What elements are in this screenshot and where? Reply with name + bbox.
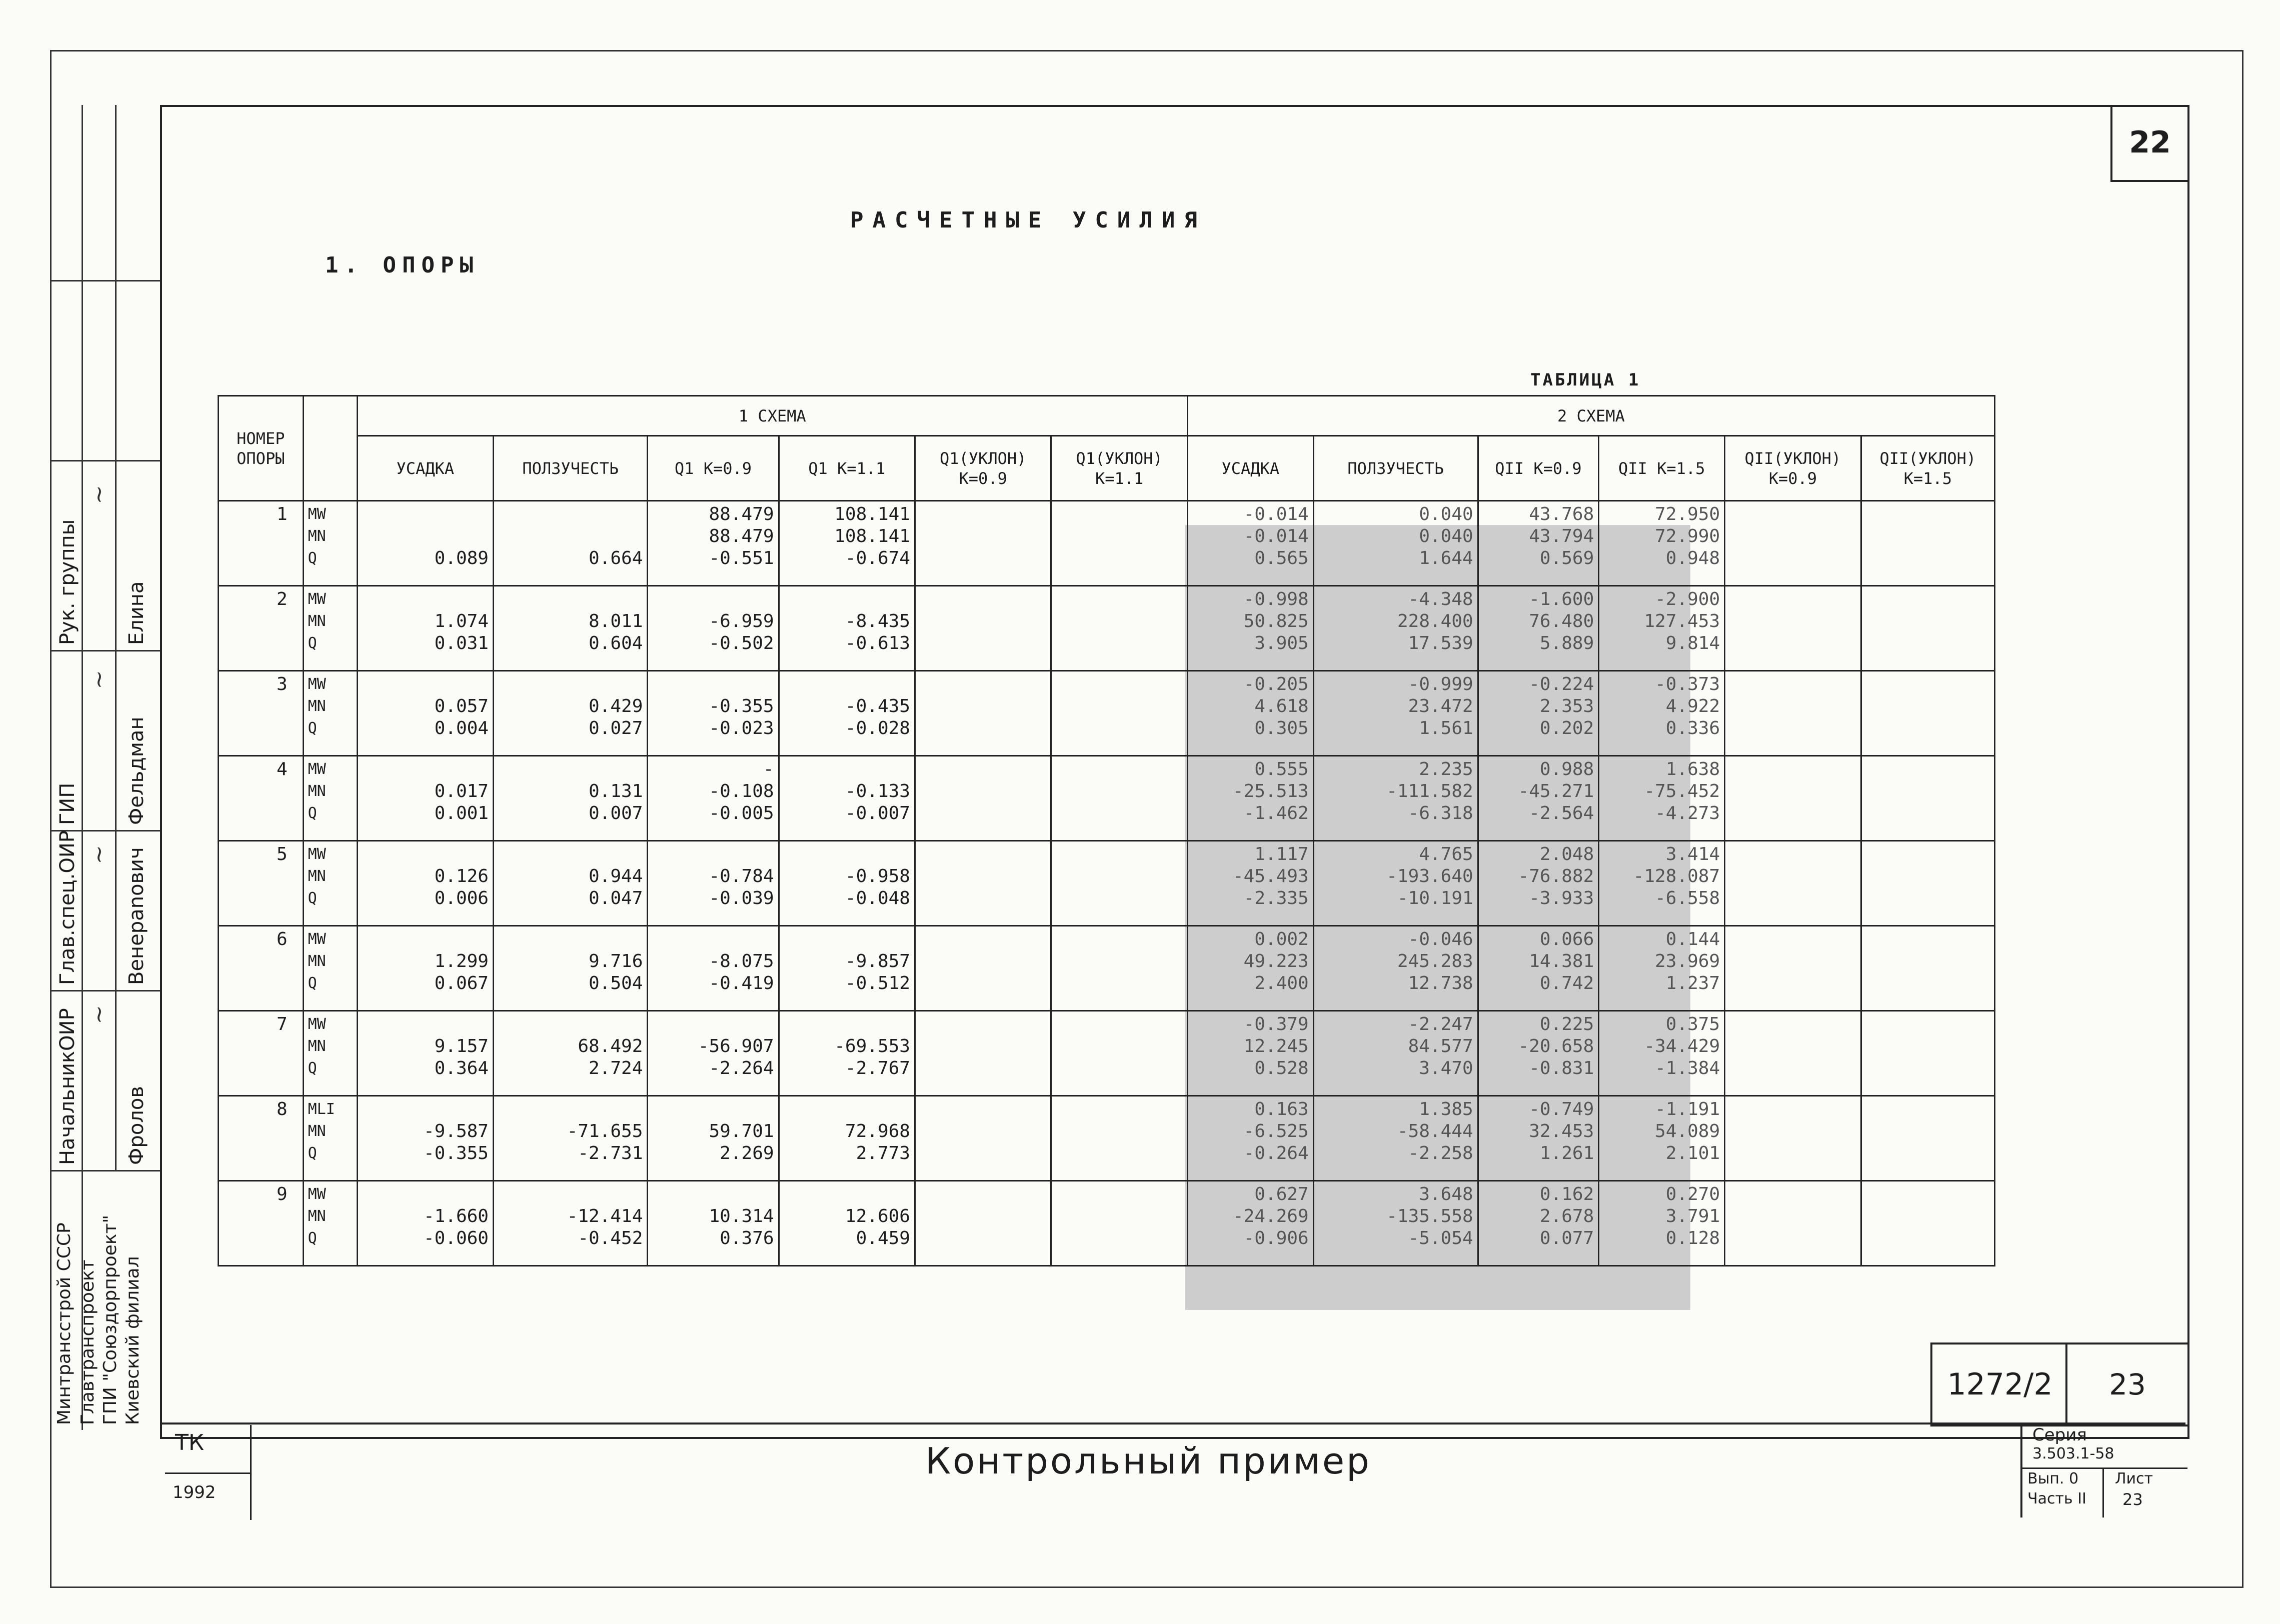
table-cell xyxy=(1861,671,1994,756)
table-cell: 0.089 xyxy=(357,501,493,586)
force-labels: MW MN Q xyxy=(303,756,357,841)
table-cell: 0.375 -34.429 -1.384 xyxy=(1599,1011,1725,1096)
table-cell: 0.017 0.001 xyxy=(357,756,493,841)
table-cell: -2.900 127.453 9.814 xyxy=(1599,586,1725,671)
table-cell xyxy=(1725,1096,1861,1181)
force-labels: MW MN Q xyxy=(303,841,357,926)
table-cell xyxy=(1725,671,1861,756)
table-cell: -0.998 50.825 3.905 xyxy=(1187,586,1313,671)
table-cell: -8.435 -0.613 xyxy=(779,586,915,671)
table-row xyxy=(219,1181,1995,1266)
subheader-7: ПОЛЗУЧЕСТЬ xyxy=(1313,436,1478,501)
table-cell: 0.144 23.969 1.237 xyxy=(1599,926,1725,1011)
title-block-right xyxy=(2020,1422,2187,1518)
page-number: 22 xyxy=(2110,105,2187,182)
org-branch: Киевский филиал xyxy=(123,1256,143,1425)
table-cell xyxy=(915,1096,1051,1181)
org-main: Главтранспроект xyxy=(78,1260,98,1425)
force-labels: MW MN Q xyxy=(303,586,357,671)
table-cell: 0.126 0.006 xyxy=(357,841,493,926)
table-cell: 2.235 -111.582 -6.318 xyxy=(1313,756,1478,841)
table-cell: - -0.108 -0.005 xyxy=(648,756,779,841)
series-label: Серия xyxy=(2032,1425,2087,1445)
table-cell xyxy=(1725,1181,1861,1266)
support-number: 2 xyxy=(219,586,304,671)
table-cell xyxy=(1861,1181,1994,1266)
issue-label: Вып. 0 xyxy=(2027,1470,2079,1488)
table-cell xyxy=(1051,671,1187,756)
table-cell xyxy=(915,671,1051,756)
table-cell: -1.600 76.480 5.889 xyxy=(1478,586,1599,671)
sheet-label: Лист xyxy=(2115,1470,2153,1488)
org-ministry: Минтрансстрой СССР xyxy=(54,1222,75,1425)
table-cell xyxy=(915,1011,1051,1096)
table-row xyxy=(219,756,1995,841)
table-cell xyxy=(1861,501,1994,586)
table-cell: -0.133 -0.007 xyxy=(779,756,915,841)
header-scheme-2: 2 СХЕМА xyxy=(1187,396,1994,436)
signature-icon: ~ xyxy=(85,670,112,690)
section-heading: 1. ОПОРЫ xyxy=(325,252,479,278)
header-force-type xyxy=(303,396,357,501)
table-cell xyxy=(1861,756,1994,841)
table-cell xyxy=(915,756,1051,841)
table-cell: -4.348 228.400 17.539 xyxy=(1313,586,1478,671)
table-cell: 1.074 0.031 xyxy=(357,586,493,671)
table-cell xyxy=(1725,841,1861,926)
force-labels: MW MN Q xyxy=(303,1011,357,1096)
support-number: 9 xyxy=(219,1181,304,1266)
table-cell: -0.014 -0.014 0.565 xyxy=(1187,501,1313,586)
table-cell xyxy=(1725,926,1861,1011)
table-cell: 0.066 14.381 0.742 xyxy=(1478,926,1599,1011)
name-chief-spec: Венерanович xyxy=(125,847,148,985)
table-cell xyxy=(915,926,1051,1011)
force-labels: MW MN Q xyxy=(303,1181,357,1266)
table-cell xyxy=(915,1181,1051,1266)
subheader-5: Q1(УКЛОН) K=1.1 xyxy=(1051,436,1187,501)
table-cell: -1.191 54.089 2.101 xyxy=(1599,1096,1725,1181)
subheader-0: УСАДКА xyxy=(357,436,493,501)
table-cell: -0.355 -0.023 xyxy=(648,671,779,756)
subheader-6: УСАДКА xyxy=(1187,436,1313,501)
table-cell xyxy=(1861,926,1994,1011)
table-cell: 8.011 0.604 xyxy=(493,586,647,671)
table-cell xyxy=(915,586,1051,671)
table-cell: -0.749 32.453 1.261 xyxy=(1478,1096,1599,1181)
table-cell: 0.162 2.678 0.077 xyxy=(1478,1181,1599,1266)
force-labels: MW MN Q xyxy=(303,926,357,1011)
org-institute: ГПИ "Союздорпроект" xyxy=(100,1214,121,1425)
table-cell: -0.999 23.472 1.561 xyxy=(1313,671,1478,756)
table-cell xyxy=(1725,501,1861,586)
table-cell: -2.247 84.577 3.470 xyxy=(1313,1011,1478,1096)
table-row xyxy=(219,926,1995,1011)
title-block-divider xyxy=(160,1422,2185,1424)
drawing-code: 1272/2 xyxy=(1930,1342,2067,1426)
table-cell: -9.587 -0.355 xyxy=(357,1096,493,1181)
subheader-8: QII K=0.9 xyxy=(1478,436,1599,501)
table-cell: -1.660 -0.060 xyxy=(357,1181,493,1266)
name-head: Фролов xyxy=(125,1086,148,1165)
table-cell: 3.414 -128.087 -6.558 xyxy=(1599,841,1725,926)
table-cell: -9.857 -0.512 xyxy=(779,926,915,1011)
table-cell: -6.959 -0.502 xyxy=(648,586,779,671)
table-caption: ТАБЛИЦА 1 xyxy=(1530,370,1641,390)
table-cell xyxy=(915,501,1051,586)
subheader-1: ПОЛЗУЧЕСТЬ xyxy=(493,436,647,501)
table-cell: 3.648 -135.558 -5.054 xyxy=(1313,1181,1478,1266)
table-cell: 0.555 -25.513 -1.462 xyxy=(1187,756,1313,841)
table-cell: -0.046 245.283 12.738 xyxy=(1313,926,1478,1011)
table-cell: 0.057 0.004 xyxy=(357,671,493,756)
table-cell: -0.379 12.245 0.528 xyxy=(1187,1011,1313,1096)
table-cell: 72.950 72.990 0.948 xyxy=(1599,501,1725,586)
support-number: 8 xyxy=(219,1096,304,1181)
table-cell xyxy=(1051,1181,1187,1266)
table-cell xyxy=(1051,756,1187,841)
table-cell: -0.205 4.618 0.305 xyxy=(1187,671,1313,756)
table-cell: 0.131 0.007 xyxy=(493,756,647,841)
approval-sidebar xyxy=(50,105,160,1430)
signature-icon: ~ xyxy=(85,1005,112,1024)
table-cell: -56.907 -2.264 xyxy=(648,1011,779,1096)
table-cell: -0.435 -0.028 xyxy=(779,671,915,756)
table-cell: 12.606 0.459 xyxy=(779,1181,915,1266)
role-group-lead: Рук. группы xyxy=(56,519,79,645)
table-cell: 0.664 xyxy=(493,501,647,586)
table-cell: 4.765 -193.640 -10.191 xyxy=(1313,841,1478,926)
table-cell: -8.075 -0.419 xyxy=(648,926,779,1011)
table-row xyxy=(219,586,1995,671)
table-cell: 1.299 0.067 xyxy=(357,926,493,1011)
name-group-lead: Елина xyxy=(125,581,148,645)
force-labels: MW MN Q xyxy=(303,671,357,756)
table-cell: 9.157 0.364 xyxy=(357,1011,493,1096)
table-cell xyxy=(1725,586,1861,671)
table-cell: 108.141 108.141 -0.674 xyxy=(779,501,915,586)
role-gip: ГИП xyxy=(56,782,79,825)
part-label: Часть II xyxy=(2027,1490,2086,1508)
subheader-9: QII K=1.5 xyxy=(1599,436,1725,501)
table-cell xyxy=(1861,586,1994,671)
subheader-10: QII(УКЛОН) K=0.9 xyxy=(1725,436,1861,501)
table-cell: 0.988 -45.271 -2.564 xyxy=(1478,756,1599,841)
table-cell xyxy=(1725,1011,1861,1096)
table-cell xyxy=(1861,1011,1994,1096)
role-chief-spec: Глав.спец.ОИР xyxy=(56,830,79,985)
table-cell: 10.314 0.376 xyxy=(648,1181,779,1266)
title-block-left xyxy=(165,1425,252,1520)
stamp-sheet-number: 23 xyxy=(2065,1342,2189,1426)
table-cell xyxy=(1861,1096,1994,1181)
tk-label: ТК xyxy=(175,1430,205,1456)
table-cell: -0.373 4.922 0.336 xyxy=(1599,671,1725,756)
table-cell xyxy=(1051,1011,1187,1096)
table-row xyxy=(219,1011,1995,1096)
support-number: 3 xyxy=(219,671,304,756)
table-cell: -0.958 -0.048 xyxy=(779,841,915,926)
support-number: 5 xyxy=(219,841,304,926)
table-cell: 0.225 -20.658 -0.831 xyxy=(1478,1011,1599,1096)
table-cell: -71.655 -2.731 xyxy=(493,1096,647,1181)
table-cell xyxy=(1051,841,1187,926)
support-number: 6 xyxy=(219,926,304,1011)
table-cell xyxy=(1051,926,1187,1011)
force-labels: MW MN Q xyxy=(303,501,357,586)
table-cell: -69.553 -2.767 xyxy=(779,1011,915,1096)
table-cell: 0.002 49.223 2.400 xyxy=(1187,926,1313,1011)
table-cell: 9.716 0.504 xyxy=(493,926,647,1011)
table-cell xyxy=(1051,501,1187,586)
table-row xyxy=(219,1096,1995,1181)
name-gip: Фельдман xyxy=(125,716,148,825)
table-cell: 1.385 -58.444 -2.258 xyxy=(1313,1096,1478,1181)
table-cell: 59.701 2.269 xyxy=(648,1096,779,1181)
table-cell xyxy=(1725,756,1861,841)
support-number: 4 xyxy=(219,756,304,841)
table-cell xyxy=(1861,841,1994,926)
table-cell: 0.944 0.047 xyxy=(493,841,647,926)
table-cell: 0.270 3.791 0.128 xyxy=(1599,1181,1725,1266)
subheader-4: Q1(УКЛОН) K=0.9 xyxy=(915,436,1051,501)
table-cell: 43.768 43.794 0.569 xyxy=(1478,501,1599,586)
role-head: НачальникОИР xyxy=(56,1008,79,1165)
table-row xyxy=(219,501,1995,586)
table-cell: -0.224 2.353 0.202 xyxy=(1478,671,1599,756)
table-cell: 72.968 2.773 xyxy=(779,1096,915,1181)
table-cell: 0.627 -24.269 -0.906 xyxy=(1187,1181,1313,1266)
header-support-number: НОМЕР ОПОРЫ xyxy=(219,396,304,501)
table-cell xyxy=(1051,586,1187,671)
subheader-3: Q1 K=1.1 xyxy=(779,436,915,501)
support-number: 1 xyxy=(219,501,304,586)
sheet-value: 23 xyxy=(2122,1490,2143,1509)
table-cell xyxy=(1051,1096,1187,1181)
forces-table xyxy=(218,395,1995,1266)
subheader-2: Q1 K=0.9 xyxy=(648,436,779,501)
table-cell xyxy=(915,841,1051,926)
signature-icon: ~ xyxy=(85,485,112,504)
signature-icon: ~ xyxy=(85,845,112,864)
series-value: 3.503.1-58 xyxy=(2032,1445,2114,1462)
table-cell: 1.638 -75.452 -4.273 xyxy=(1599,756,1725,841)
table-cell: 0.429 0.027 xyxy=(493,671,647,756)
document-title: Контрольный пример xyxy=(925,1440,1371,1482)
table-row xyxy=(219,841,1995,926)
table-cell: 0.040 0.040 1.644 xyxy=(1313,501,1478,586)
table-cell: -0.784 -0.039 xyxy=(648,841,779,926)
table-cell: 1.117 -45.493 -2.335 xyxy=(1187,841,1313,926)
year-label: 1992 xyxy=(173,1482,216,1502)
table-cell: 2.048 -76.882 -3.933 xyxy=(1478,841,1599,926)
table-cell: 68.492 2.724 xyxy=(493,1011,647,1096)
force-labels: MLI MN Q xyxy=(303,1096,357,1181)
support-number: 7 xyxy=(219,1011,304,1096)
table-cell: 88.479 88.479 -0.551 xyxy=(648,501,779,586)
table-cell: -12.414 -0.452 xyxy=(493,1181,647,1266)
subheader-11: QII(УКЛОН) K=1.5 xyxy=(1861,436,1994,501)
page-title: РАСЧЕТНЫЕ УСИЛИЯ xyxy=(850,208,1206,233)
table-cell: 0.163 -6.525 -0.264 xyxy=(1187,1096,1313,1181)
header-scheme-1: 1 СХЕМА xyxy=(357,396,1187,436)
table-row xyxy=(219,671,1995,756)
